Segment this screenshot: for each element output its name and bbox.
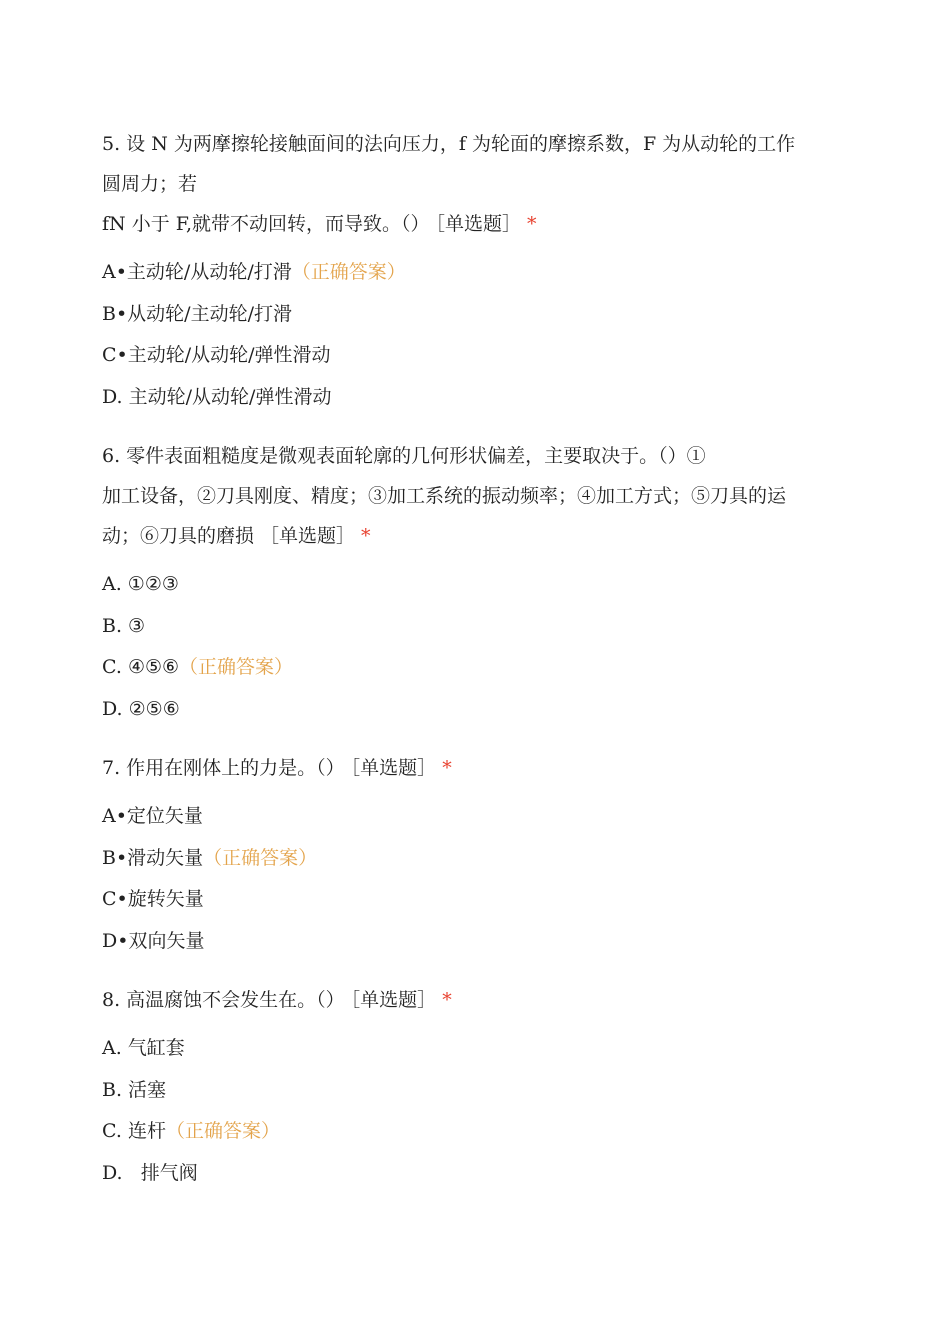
- option-c: [102, 335, 842, 377]
- option-text: C•主动轮/从动轮/弹性滑动: [102, 344, 331, 366]
- option-text: A. ①②③: [102, 573, 179, 595]
- option-text: C•旋转矢量: [102, 888, 204, 910]
- question-text-line: 6. 零件表面粗糙度是微观表面轮廓的几何形状偏差，主要取决于。（）①: [102, 445, 706, 467]
- document-page: [102, 124, 842, 1194]
- required-marker: *: [442, 989, 452, 1011]
- option-c: [102, 879, 842, 921]
- required-marker: *: [527, 213, 537, 235]
- required-marker: *: [442, 757, 452, 779]
- option-c: [102, 1111, 842, 1153]
- question-type-tag: ［单选题］: [260, 525, 356, 547]
- option-text: C. 连杆: [102, 1120, 166, 1142]
- option-text: A. 气缸套: [102, 1037, 185, 1059]
- question-text-line: [102, 204, 842, 244]
- question-6: [102, 436, 842, 730]
- option-b: [102, 294, 842, 336]
- question-text-line: 加工设备，②刀具刚度、精度；③加工系统的振动频率；④加工方式；⑤刀具的运: [102, 485, 787, 507]
- option-d: [102, 377, 842, 419]
- option-text: B•滑动矢量: [102, 846, 204, 869]
- question-type-tag: ［单选题］: [350, 989, 437, 1011]
- question-text-line: 圆周力；若: [102, 173, 198, 195]
- question-5: [102, 124, 842, 418]
- option-text: C. ④⑤⑥: [102, 656, 180, 678]
- required-marker: *: [361, 525, 371, 547]
- correct-answer-mark: （正确答案）: [165, 1120, 280, 1142]
- question-8: [102, 980, 842, 1194]
- question-text-line: [102, 748, 842, 788]
- option-text: D. 排气阀: [102, 1161, 198, 1184]
- question-7: [102, 748, 842, 962]
- correct-answer-mark: （正确答案）: [291, 261, 406, 283]
- option-d: [102, 689, 842, 731]
- option-text: B•从动轮/主动轮/打滑: [102, 302, 292, 325]
- option-text: A•定位矢量: [102, 805, 203, 827]
- question-text-line: [102, 516, 842, 556]
- option-c: [102, 647, 842, 689]
- question-type-tag: ［单选题］: [350, 757, 437, 779]
- option-text: A•主动轮/从动轮/打滑: [102, 261, 292, 283]
- option-a: [102, 252, 842, 294]
- option-a: [102, 564, 842, 606]
- option-text: D. ②⑤⑥: [102, 697, 180, 720]
- option-d: [102, 1153, 842, 1195]
- option-a: [102, 796, 842, 838]
- correct-answer-mark: （正确答案）: [179, 656, 294, 678]
- option-b: [102, 606, 842, 648]
- question-text: 7. 作用在刚体上的力是。（）: [102, 757, 345, 779]
- option-d: [102, 921, 842, 963]
- correct-answer-mark: （正确答案）: [203, 846, 318, 869]
- option-a: [102, 1028, 842, 1070]
- option-b: [102, 838, 842, 880]
- question-text-line: 5. 设 N 为两摩擦轮接触面间的法向压力，f 为轮面的摩擦系数，F 为从动轮的工作: [102, 133, 796, 155]
- question-type-tag: ［单选题］: [435, 213, 522, 235]
- option-text: D. 主动轮/从动轮/弹性滑动: [102, 385, 332, 408]
- question-text-line: [102, 980, 842, 1020]
- question-text: 8. 高温腐蚀不会发生在。（）: [102, 989, 345, 1011]
- option-text: B. 活塞: [102, 1078, 167, 1101]
- option-b: [102, 1070, 842, 1112]
- option-text: B. ③: [102, 614, 146, 637]
- question-text: 动；⑥刀具的磨损: [102, 525, 255, 547]
- question-text: fN 小于 F,就带不动回转，而导致。（）: [102, 213, 430, 235]
- option-text: D•双向矢量: [102, 929, 205, 952]
